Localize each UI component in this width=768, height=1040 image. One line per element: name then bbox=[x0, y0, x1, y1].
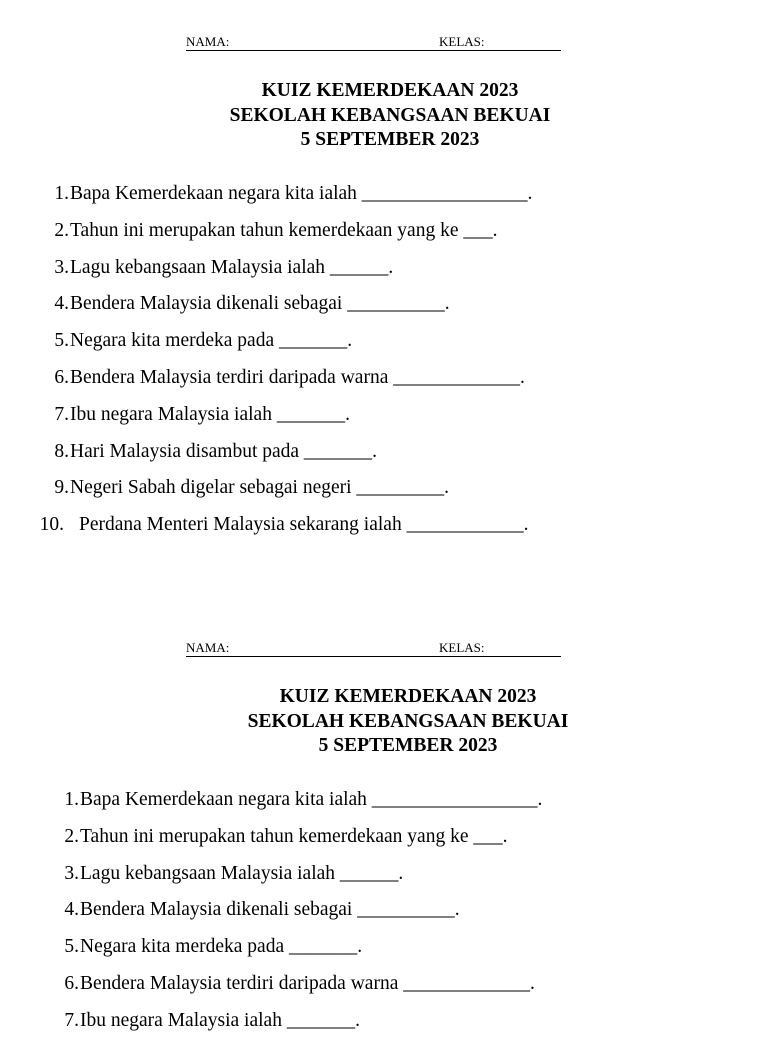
question-number: 5. bbox=[54, 330, 69, 352]
question-text: Negara kita merdeka pada _______. bbox=[70, 330, 353, 352]
question-text: Lagu kebangsaan Malaysia ialah ______. bbox=[70, 256, 394, 278]
question-text: Ibu negara Malaysia ialah _______. bbox=[70, 403, 350, 425]
question-number: 8. bbox=[54, 440, 69, 462]
question-number: 4. bbox=[64, 899, 79, 921]
name-class-line bbox=[186, 641, 561, 657]
nama-label: NAMA: bbox=[186, 34, 230, 49]
question-number: 1. bbox=[64, 789, 79, 810]
question-number: 2. bbox=[54, 219, 69, 241]
question-text: Tahun ini merupakan tahun kemerdekaan yang ke ___. bbox=[70, 219, 498, 241]
question-number: 10. bbox=[39, 514, 64, 536]
school-name: SEKOLAH KEBANGSAAN BEKUAI bbox=[247, 710, 569, 732]
question-number: 7. bbox=[64, 1009, 79, 1031]
kelas-label: KELAS: bbox=[439, 34, 485, 49]
question-number: 3. bbox=[64, 862, 79, 884]
question-text: Tahun ini merupakan tahun kemerdekaan yang ke ___. bbox=[80, 825, 508, 847]
question-text: Lagu kebangsaan Malaysia ialah ______. bbox=[80, 862, 404, 884]
nama-label: NAMA: bbox=[186, 640, 230, 655]
question-number: 4. bbox=[54, 293, 69, 315]
quiz-date: 5 SEPTEMBER 2023 bbox=[300, 129, 480, 150]
question-text: Bendera Malaysia terdiri daripada warna _____________. bbox=[70, 366, 525, 388]
quiz-title: KUIZ KEMERDEKAAN 2023 bbox=[279, 686, 537, 707]
question-text: Bendera Malaysia terdiri daripada warna _____________. bbox=[80, 972, 535, 994]
question-number: 5. bbox=[64, 936, 79, 958]
question-text: Bapa Kemerdekaan negara kita ialah _________________. bbox=[80, 789, 543, 810]
question-number: 7. bbox=[54, 403, 69, 425]
question-text: Negeri Sabah digelar sebagai negeri _________. bbox=[70, 477, 450, 499]
question-text: Ibu negara Malaysia ialah _______. bbox=[80, 1009, 360, 1031]
question-number: 9. bbox=[54, 477, 69, 499]
question-text: Bapa Kemerdekaan negara kita ialah _________________. bbox=[70, 183, 533, 204]
question-text: Bendera Malaysia dikenali sebagai __________. bbox=[70, 293, 450, 315]
question-number: 6. bbox=[54, 366, 69, 388]
question-number: 6. bbox=[64, 972, 79, 994]
kelas-label: KELAS: bbox=[439, 640, 485, 655]
question-number: 1. bbox=[54, 183, 69, 204]
question-text: Negara kita merdeka pada _______. bbox=[80, 936, 363, 958]
quiz-date: 5 SEPTEMBER 2023 bbox=[318, 735, 498, 756]
question-text: Hari Malaysia disambut pada _______. bbox=[70, 440, 378, 462]
question-text: Perdana Menteri Malaysia sekarang ialah ____________. bbox=[79, 514, 529, 536]
quiz-title: KUIZ KEMERDEKAAN 2023 bbox=[261, 80, 519, 101]
quiz-title-block bbox=[198, 79, 582, 153]
name-class-line bbox=[186, 35, 561, 51]
question-text: Bendera Malaysia dikenali sebagai __________. bbox=[80, 899, 460, 921]
school-name: SEKOLAH KEBANGSAAN BEKUAI bbox=[229, 104, 551, 126]
quiz-title-block bbox=[216, 685, 600, 759]
question-number: 2. bbox=[64, 825, 79, 847]
question-number: 3. bbox=[54, 256, 69, 278]
